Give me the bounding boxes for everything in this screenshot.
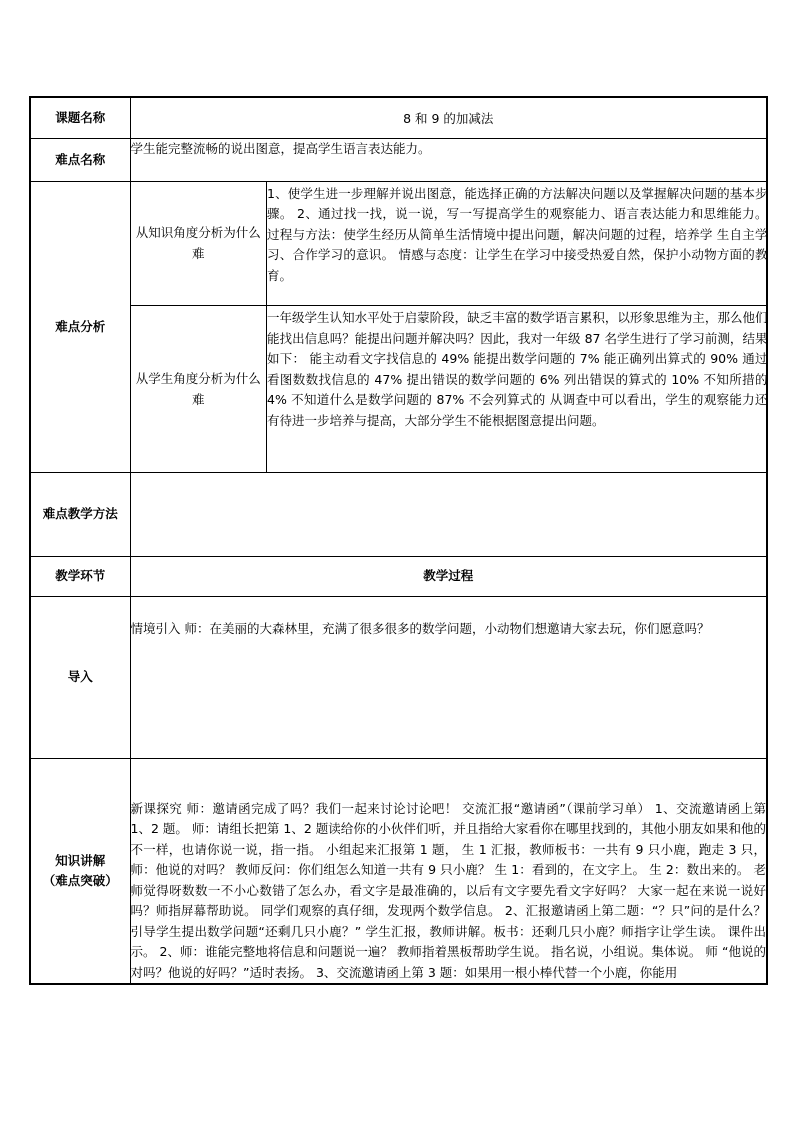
knowledge-angle-text: 1、使学生进一步理解并说出图意，能选择正确的方法解决问题以及掌握解决问题的基本步骤。 2、通过找一找，说一说，写一写提高学生的观察能力、语言表达能力和思维能力。 过程与方法：使学生经历从简单生活情境中提出问题，解决问题的过程，培养学 生自主学习、合作学习的意识。 情感与态度：让学生在学习中接受热爱自然，保护小动物方面的教育。 [267, 182, 768, 306]
row-lesson-name [30, 97, 767, 138]
row-teaching-header [30, 556, 767, 596]
row-knowledge-explain [30, 758, 767, 984]
analysis-subtable [131, 182, 768, 472]
knowledge-angle-row [131, 182, 768, 306]
knowledge-explain-subtitle: （难点突破） [42, 872, 118, 888]
row-difficulty-analysis [30, 181, 767, 472]
teaching-stage-header: 教学环节 [30, 556, 130, 596]
teaching-method-value [130, 472, 767, 556]
intro-text: 情境引入 师：在美丽的大森林里，充满了很多很多的数学问题，小动物们想邀请大家去玩，你们愿意吗？ [130, 596, 767, 758]
difficulty-name-label: 难点名称 [30, 138, 130, 181]
student-angle-label: 从学生角度分析为什么难 [131, 306, 267, 472]
difficulty-name-value: 学生能完整流畅的说出图意，提高学生语言表达能力。 [130, 138, 767, 181]
knowledge-explain-text: 新课探究 师：邀请函完成了吗？我们一起来讨论讨论吧！ 交流汇报“邀请函”（课前学习单） 1、交流邀请函上第 1、2 题。 师：请组长把第 1、2 题读给你的小伙伴们听，并且指给大家看你在哪里找到的，其他小朋友如果和他的不一样，也请你说一说，指一指。 小组起来汇报第 1 题， 生 1 汇报，教师板书：一共有 9 只小鹿，跑走 3 只， 师：他说的对吗？ 教师反问：你们组怎么知道一共有 9 只小鹿？ 生 1：看到的，在文字上。 生 2：数出来的。 老师觉得呀数数一不小心数错了怎么办，看文字是最准确的，以后有文字要先看文字好吗？ 大家一起在来说一说好吗？师指屏幕帮助说。 同学们观察的真仔细，发现两个数学信息。 2、汇报邀请函上第二题：“？只”问的是什么？ 引导学生提出数学问题“还剩几只小鹿？” 学生汇报，教师讲解。板书：还剩几只小鹿？师指字让学生读。 课件出示。 2、师：谁能完整地将信息和问题说一遍？ 教师指着黑板帮助学生说。 指名说，小组说。集体说。 师 “他说的对吗？他说的好吗？”适时表扬。 3、交流邀请函上第 3 题：如果用一根小棒代替一个小鹿，你能用 [130, 758, 767, 984]
teaching-method-label: 难点教学方法 [30, 472, 130, 556]
knowledge-explain-title: 知识讲解 [55, 852, 106, 868]
row-teaching-method [30, 472, 767, 556]
row-intro [30, 596, 767, 758]
lesson-name-label: 课题名称 [30, 97, 130, 138]
intro-label: 导入 [30, 596, 130, 758]
lesson-name-value: 8 和 9 的加减法 [130, 97, 767, 138]
row-difficulty-name [30, 138, 767, 181]
student-angle-text: 一年级学生认知水平处于启蒙阶段，缺乏丰富的数学语言累积，以形象思维为主，那么他们能找出信息吗？能提出问题并解决吗？因此，我对一年级 87 名学生进行了学习前测，结果如下： 能主动看文字找信息的 49% 能提出数学问题的 7% 能正确列出算式的 90% 通过看图数数找信息的 47% 提出错误的数学问题的 6% 列出错误的算式的 10% 不知所措的 4% 不知道什么是数学问题的 87% 不会列算式的 从调查中可以看出，学生的观察能力还有待进一步培养与提高，大部分学生不能根据图意提出问题。 [267, 306, 768, 472]
teaching-process-header: 教学过程 [130, 556, 767, 596]
student-angle-row [131, 306, 768, 472]
knowledge-angle-label: 从知识角度分析为什么难 [131, 182, 267, 306]
knowledge-explain-label [30, 758, 130, 984]
difficulty-analysis-content [130, 181, 767, 472]
lesson-plan-table [29, 96, 768, 985]
difficulty-analysis-label: 难点分析 [30, 181, 130, 472]
